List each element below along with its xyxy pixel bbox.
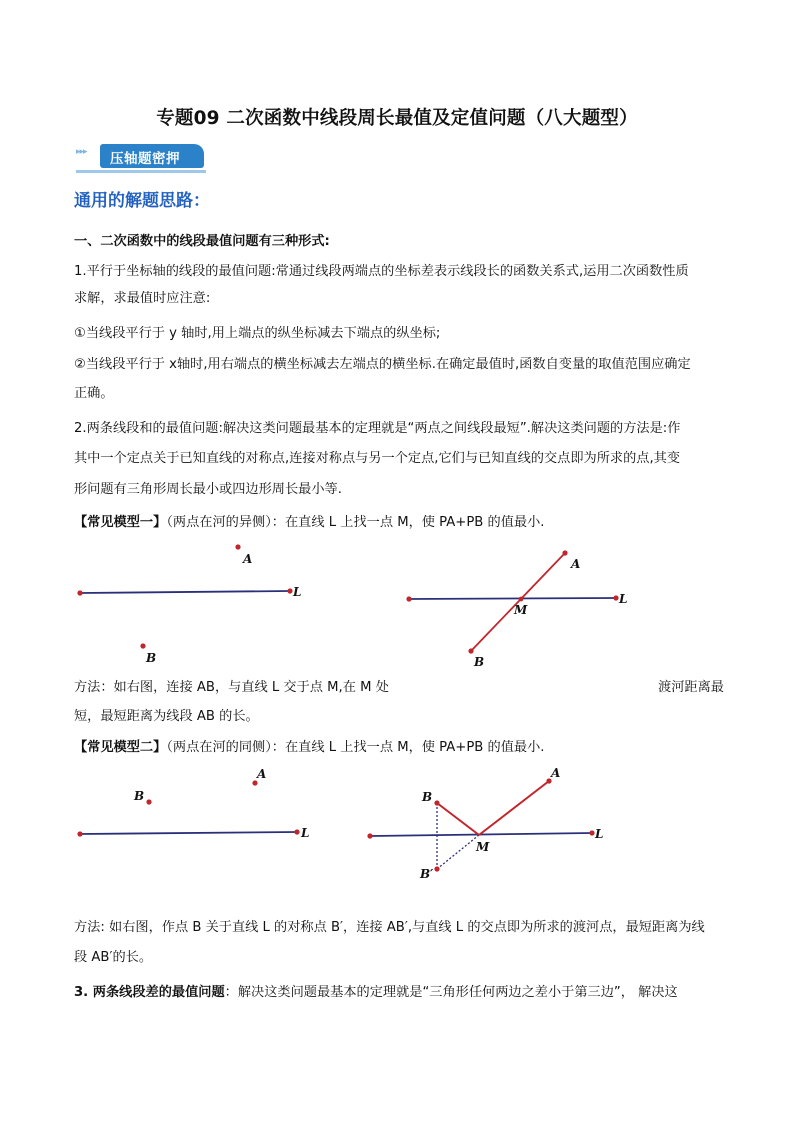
model2-text: （两点在河的同侧）：在直线 L 上找一点 M，使 PA+PB 的值最小. xyxy=(166,740,545,755)
point-B xyxy=(434,800,439,805)
p1-item2-line2: 正确。 xyxy=(74,386,114,401)
segment-BM xyxy=(437,803,479,835)
label-B: B xyxy=(474,655,485,669)
point-B xyxy=(468,648,473,653)
figure-model2-left xyxy=(60,762,330,852)
line-end-point xyxy=(589,830,594,835)
model2-heading xyxy=(74,734,724,761)
label-B: B xyxy=(134,789,145,803)
model1-method-line1 xyxy=(74,674,724,701)
model1-method-left: 方法：如右图，连接 AB，与直线 L 交于点 M,在 M 处 xyxy=(74,680,389,695)
model1-heading xyxy=(74,509,724,536)
label-B-prime: B′ xyxy=(420,867,434,881)
point-A xyxy=(235,544,240,549)
point-B-prime xyxy=(434,866,439,871)
line-end-point xyxy=(406,596,411,601)
p3-text: ：解决这类问题最基本的定理就是“三角形任何两边之差小于第三边”， 解决这 xyxy=(224,985,678,1000)
section-heading: 通用的解题思路： xyxy=(74,191,210,211)
line-end-point xyxy=(77,831,82,836)
p1-line1: 1.平行于坐标轴的线段的最值问题:常通过线段两端点的坐标差表示线段长的函数关系式,运用二次函数性质 xyxy=(74,264,689,279)
label-B: B xyxy=(422,790,433,804)
banner-badge xyxy=(76,142,208,174)
line-end-point xyxy=(287,588,292,593)
segment-MA xyxy=(479,781,549,835)
figure-model1-right xyxy=(395,540,645,670)
line-L xyxy=(80,591,290,593)
model1-label: 【常见模型一】 xyxy=(74,515,167,530)
model1-method-right: 渡河距离最 xyxy=(658,680,724,695)
model2-method-line2: 段 AB′的长。 xyxy=(74,950,153,965)
line-end-point xyxy=(294,829,299,834)
model2-label: 【常见模型二】 xyxy=(74,740,167,755)
p2-line1: 2.两条线段和的最值问题:解决这类问题最基本的定理就是“两点之间线段最短”.解决这类问题的方法是:作 xyxy=(74,421,681,436)
figure-model2-right xyxy=(358,762,618,887)
model1-method-line2: 短，最短距离为线段 AB 的长。 xyxy=(74,709,259,724)
label-L: L xyxy=(293,585,302,599)
label-A: A xyxy=(571,557,581,571)
label-A: A xyxy=(551,766,561,780)
point-A xyxy=(252,780,257,785)
line-end-point xyxy=(613,595,618,600)
label-A: A xyxy=(257,767,267,781)
model1-text: （两点在河的异侧）：在直线 L 上找一点 M，使 PA+PB 的值最小. xyxy=(166,515,545,530)
segment-MB-prime xyxy=(437,835,479,869)
subheading-1: 一、二次函数中的线段最值问题有三种形式: xyxy=(74,234,330,249)
p3-bold: 3. 两条线段差的最值问题 xyxy=(74,985,225,1000)
p1-line2: 求解，求最值时应注意: xyxy=(74,291,211,306)
point-M xyxy=(519,597,524,602)
label-L: L xyxy=(595,827,604,841)
label-A: A xyxy=(243,552,253,566)
banner-label: 压轴题密押 xyxy=(110,151,180,167)
banner-underline xyxy=(76,170,206,173)
model2-method-line1: 方法: 如右图，作点 B 关于直线 L 的对称点 B′，连接 AB′,与直线 L 的交点即为所求的渡河点，最短距离为线 xyxy=(74,920,705,935)
line-L xyxy=(409,598,616,599)
label-B: B xyxy=(146,651,157,665)
label-L: L xyxy=(619,592,628,606)
point-A xyxy=(562,550,567,555)
p1-item2-line1: ②当线段平行于 x轴时,用右端点的横坐标减去左端点的横坐标.在确定最值时,函数自变量的取值范围应确定 xyxy=(74,357,691,372)
p2-line3: 形问题有三角形周长最小或四边形周长最小等. xyxy=(74,482,342,497)
p3-line1 xyxy=(74,979,724,1006)
point-B xyxy=(140,643,145,648)
figure-model1-left xyxy=(60,538,320,668)
segment-AB xyxy=(471,553,565,651)
p2-line2: 其中一个定点关于已知直线的对称点,连接对称点与另一个定点,它们与已知直线的交点即为所求的点,其变 xyxy=(74,451,681,466)
arrow-dots-icon: ▸▸▸ xyxy=(76,147,87,157)
line-end-point xyxy=(367,833,372,838)
line-L xyxy=(80,832,297,834)
point-B xyxy=(146,799,151,804)
label-M: M xyxy=(476,840,490,854)
label-L: L xyxy=(301,826,310,840)
label-M: M xyxy=(514,603,528,617)
line-end-point xyxy=(77,590,82,595)
p1-item1: ①当线段平行于 y 轴时,用上端点的纵坐标减去下端点的纵坐标; xyxy=(74,326,441,341)
page-title: 专题09 二次函数中线段周长最值及定值问题（八大题型） xyxy=(156,108,638,129)
